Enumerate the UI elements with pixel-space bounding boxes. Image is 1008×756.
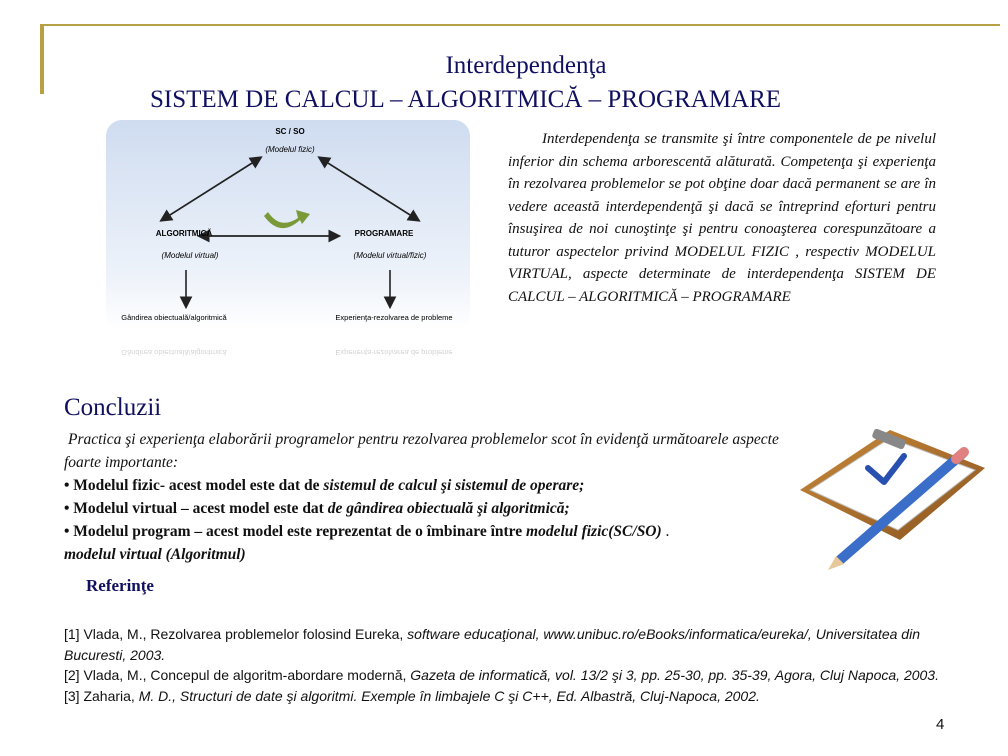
diagram-bottom-left: Gândirea obiectuală/algoritmică	[121, 313, 227, 322]
diagram-left-sub: (Modelul virtual)	[161, 251, 219, 260]
diagram-right-sub: (Modelul virtual/fizic)	[353, 251, 427, 260]
diagram-reflection	[121, 348, 452, 357]
item2-ital: de gândirea obiectuală şi algoritmică;	[327, 500, 570, 517]
reference-3	[64, 686, 944, 707]
page-number: 4	[936, 716, 945, 733]
ref3-author: [3] Zaharia,	[64, 687, 139, 704]
concluzii-intro: Practica şi experienţa elaborării programelor pentru rezolvarea problemelor scot în evidenţă următoarele aspecte foarte importante:	[64, 431, 779, 471]
pencil-eraser	[956, 452, 964, 459]
diagram-svg	[100, 120, 472, 382]
reflection-left: Gândirea obiectuală/algoritmică	[121, 348, 227, 357]
reference-2	[64, 665, 944, 686]
slide-title-line1: Interdependenţa	[445, 52, 607, 79]
item1-ital: sistemul de calcul şi sistemul de operare;	[323, 477, 585, 494]
diagram-bottom-right: Experienţa-rezolvarea de probleme	[335, 313, 453, 322]
ref1-source: software educaţional, www.unibuc.ro/eBooks/informatica/eureka/, Universitatea din Bucuresti, 2003.	[64, 626, 920, 663]
concluzii-item-1	[64, 474, 794, 497]
side-paragraph: Interdependenţa se transmite şi între componentele de pe nivelul inferior din schema arborescentă alăturată. Competenţa şi experienţa în rezolvarea problemelor se pot obţine doar dacă permanent se are în vedere această interdependenţă şi dacă se întreprind eforturi pentru însuşirea de noi cunoştinţe şi pentru conoaşterea corespunzătoare a tuturor aspectelor privind MODELUL FIZIC , respectiv MODELUL VIRTUAL, aspecte determinate de interdependenţa SISTEM DE CALCUL – ALGORITMICĂ – PROGRAMARE	[508, 131, 936, 305]
concluzii-item-3	[64, 520, 794, 543]
item2-bold: • Modelul virtual – acest model este dat	[64, 500, 328, 517]
item1-bold: • Modelul fizic- acest model este dat de	[64, 477, 324, 494]
diagram-right-label: PROGRAMARE	[354, 229, 414, 238]
concluzii-body	[64, 428, 794, 566]
reflection-right: Experienţa-rezolvarea de probleme	[335, 348, 453, 357]
referinte-heading: Referinţe	[86, 576, 154, 595]
ref2-source: Gazeta de informatică, vol. 13/2 şi 3, pp. 25-30, pp. 35-39, Agora, Cluj Napoca, 2003.	[410, 667, 939, 683]
reference-1	[64, 624, 944, 665]
concluzii-item-3-line2: modelul virtual (Algoritmul)	[64, 546, 246, 563]
ref2-author: [2] Vlada, M., Concepul de algoritm-abordare modernă,	[64, 667, 411, 683]
slide-title-line2: SISTEM DE CALCUL – ALGORITMICĂ – PROGRAMARE	[150, 86, 782, 113]
corner-accent-horizontal	[40, 24, 1000, 26]
ref3-source: M. D., Structuri de date şi algoritmi. Exemple în limbajele C şi C++, Ed. Albastră, Cluj-Napoca, 2002.	[138, 687, 760, 704]
concluzii-heading: Concluzii	[64, 394, 162, 421]
clipboard-icon	[780, 420, 1000, 580]
interdependence-diagram	[100, 120, 472, 382]
references-list	[64, 624, 944, 706]
concluzii-item-2	[64, 497, 794, 520]
diagram-left-label: ALGORITMICĂ	[155, 229, 213, 238]
clipboard-illustration	[780, 420, 1000, 580]
diagram-top-label: SC / SO	[275, 127, 305, 136]
item3-bold: • Modelul program – acest model este reprezentat de o îmbinare între	[64, 523, 527, 540]
diagram-top-sub: (Modelul fizic)	[265, 145, 315, 154]
item3-dot: .	[661, 523, 670, 540]
ref1-author: [1] Vlada, M., Rezolvarea problemelor folosind Eureka,	[64, 626, 408, 642]
item3-ital: modelul fizic(SC/SO)	[526, 523, 662, 540]
